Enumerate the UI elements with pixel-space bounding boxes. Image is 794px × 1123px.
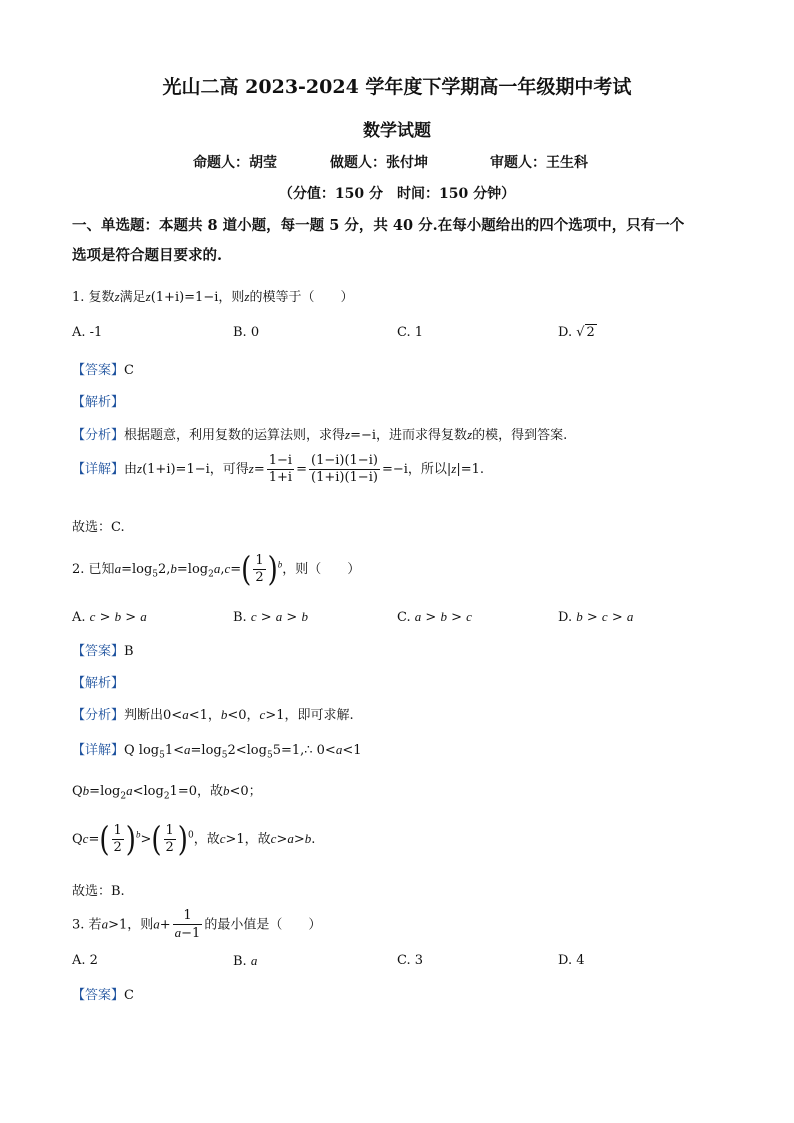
author-solver: 做题人：张付坤 [330,155,428,171]
q1-option-a: A. -1 [72,325,103,340]
q3-option-a: A. 2 [72,953,98,968]
q1-fenxi: 【分析】根据题意，利用复数的运算法则，求得z=−i，进而求得复数z的模，得到答案. [72,427,568,443]
q2-detail-line1: 【详解】Q $\log_51<a=\log_52<\log_55=1,\therefore$ 0<a<1 [72,742,362,761]
q1-answer: 【答案】C [72,363,134,378]
question-1-stem: 1. 复数z满足z(1+i)=1−i，则z的模等于（ ） [72,289,354,305]
author-setter: 命题人：胡莹 [193,155,277,171]
q2-option-d: D. b > c > a [558,609,634,625]
author-reviewer: 审题人：王生科 [490,155,588,171]
q3-option-b: B. a [233,953,258,969]
q2-analysis-label: 【解析】 [72,676,125,691]
q1-analysis-label: 【解析】 [72,395,125,410]
q2-option-a: A. c > b > a [72,609,147,625]
q1-conclusion: 故选：C. [72,520,125,535]
q2-conclusion: 故选：B. [72,884,125,899]
q1-option-b: B. 0 [233,325,260,340]
q3-answer: 【答案】C [72,988,134,1003]
question-3-stem: 3. 若a>1，则a+ $\frac{1}{a-1}$ 的最小值是（ ） [72,908,322,941]
exam-info: （分值：150 分 时间：150 分钟） [278,186,516,202]
q3-option-d: D. 4 [558,953,585,968]
q2-detail-line2: $Qb=\log_2a<\log_21=0$，故b<0； [72,783,262,802]
q3-option-c: C. 3 [397,953,424,968]
exam-title: 光山二高 2023-2024 学年度下学期高一年级期中考试 [162,76,632,98]
q1-option-c: C. 1 [397,325,424,340]
q2-fenxi: 【分析】判断出0<a<1，b<0，c>1，即可求解. [72,707,354,723]
q2-detail-line3: Qc=( $\frac{1}{2}$ )$^b$>( $\frac{1}{2}$ )$^0$，故c>1，故c>a>b. [72,820,316,859]
q1-option-d: D. √ 2 [558,325,595,340]
question-2-stem: 2. 已知$a=\log_52,b=\log_2a,c=$( $\frac{1}{2}$ )$^b$，则（ ） [72,550,361,589]
section-heading-line2: 选项是符合题目要求的. [72,247,223,264]
q2-option-b: B. c > a > b [233,609,308,625]
subject-title: 数学试题 [363,121,431,141]
q1-detail: 【详解】由z(1+i)=1−i，可得z= $\frac{1-i}{1+i}$ = $\frac{(1-i)(1-i)}{(1+i)(1-i)}$ =−i，所以|z|=1. [72,453,485,485]
q2-option-c: C. a > b > c [397,609,472,625]
q2-answer: 【答案】B [72,644,134,659]
section-heading-line1: 一、单选题：本题共 8 道小题，每一题 5 分，共 40 分.在每小题给出的四个选项中，只有一个 [72,217,685,234]
